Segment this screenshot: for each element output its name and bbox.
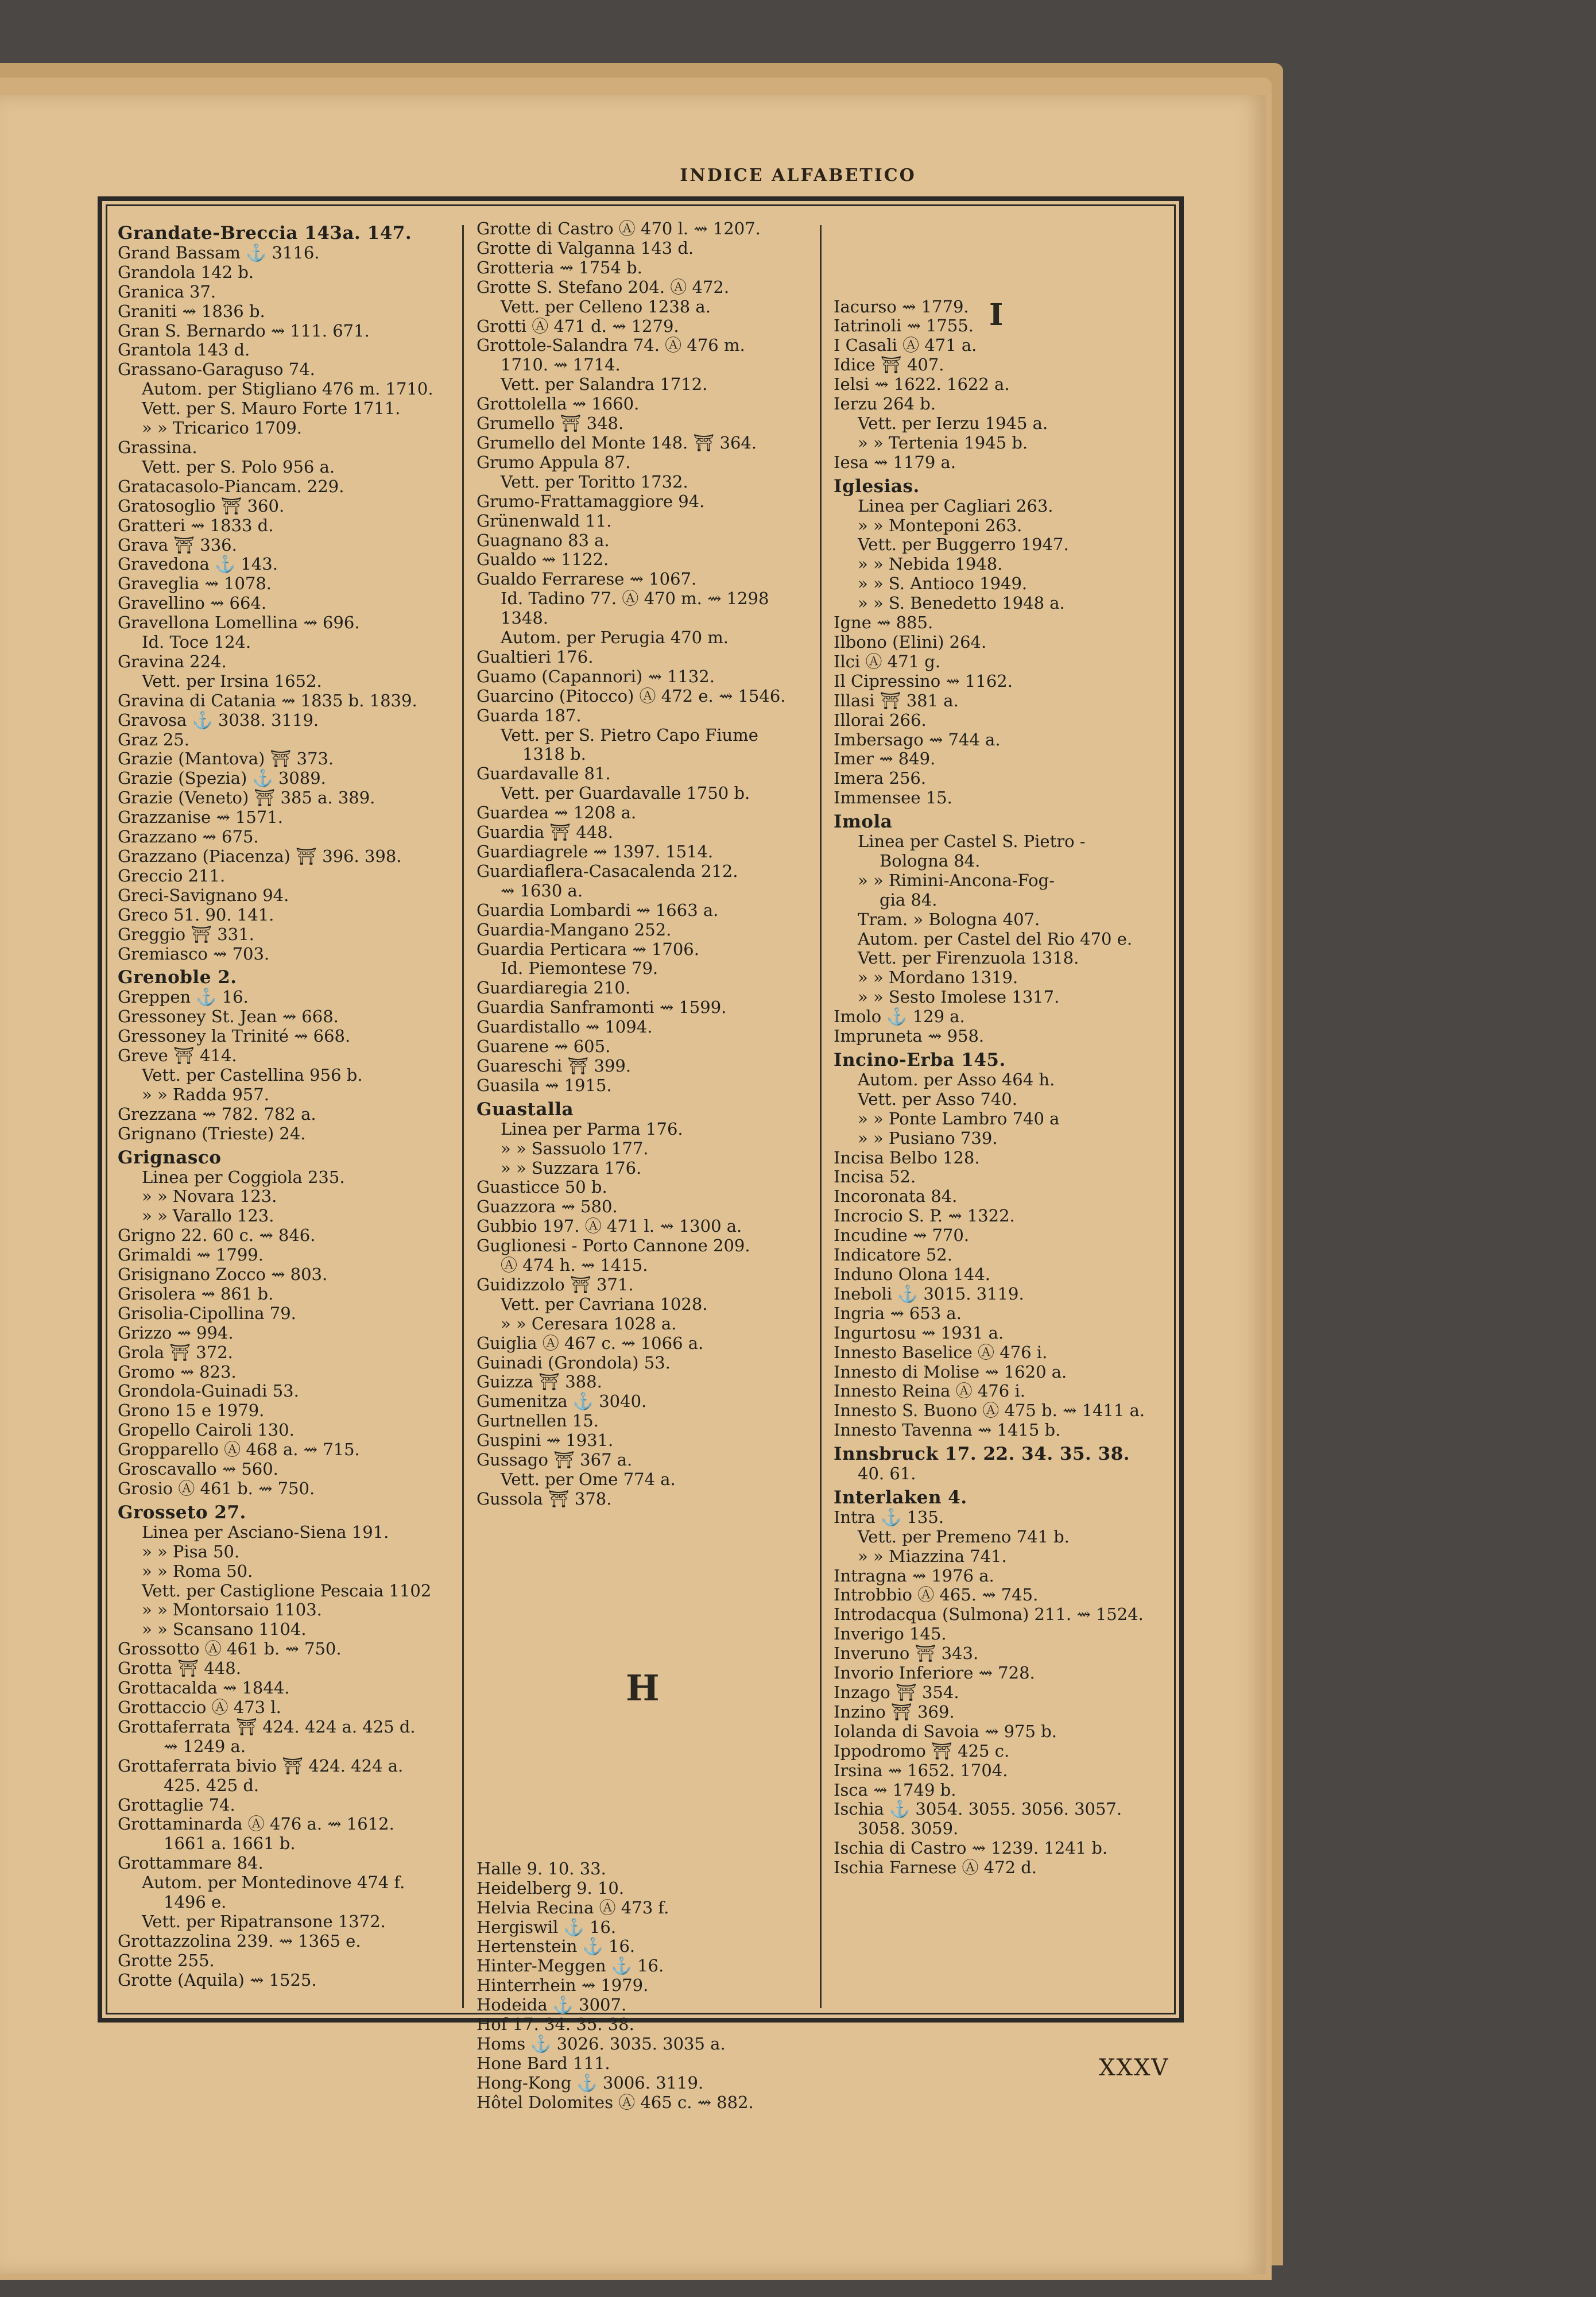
blank-line [477, 1529, 821, 1548]
index-entry: Ippodromo ⛩ 425 c. [834, 1741, 1010, 1761]
index-entry: Ierzu 264 b. [834, 394, 936, 414]
index-entry: Grizzo ⇝ 994. [118, 1322, 234, 1343]
index-entry: Grottole-Salandra 74. Ⓐ 476 m. [477, 335, 745, 355]
index-entry: » » Rimini-Ancona-Fog- [858, 870, 1055, 890]
index-entry: Hôtel Dolomites Ⓐ 465 c. ⇝ 882. [477, 2092, 754, 2112]
blank-line [477, 1626, 821, 1645]
index-entry: Vett. per Buggerro 1947. [858, 535, 1069, 555]
blank-line [834, 219, 1178, 239]
index-entry: Gromo ⇝ 823. [118, 1362, 237, 1382]
index-entry: Grava ⛩ 336. [118, 535, 237, 555]
index-entry: Gravina 224. [118, 651, 227, 671]
index-entry: Grotte di Valganna 143 d. [477, 238, 694, 258]
index-entry: Hof 17. 34. 35. 38. [477, 2014, 634, 2035]
index-entry: Guiglia Ⓐ 467 c. ⇝ 1066 a. [477, 1333, 704, 1353]
index-entry: Linea per Castel S. Pietro - [858, 832, 1086, 852]
index-entry: Heidelberg 9. 10. [477, 1878, 625, 1898]
index-entry: Ilbono (Elini) 264. [834, 632, 987, 652]
index-entry: Gropparello Ⓐ 468 a. ⇝ 715. [118, 1440, 360, 1460]
index-entry: Grandola 142 b. [118, 262, 254, 282]
index-entry: Guardistallo ⇝ 1094. [477, 1017, 653, 1037]
index-entry: Iatrinoli ⇝ 1755. [834, 316, 974, 336]
index-entry: Ischia di Castro ⇝ 1239. 1241 b. [834, 1838, 1108, 1858]
index-entry: Guarda 187. [477, 705, 582, 725]
index-column-2 [477, 219, 821, 2113]
index-entry: Introdacqua (Sulmona) 211. ⇝ 1524. [834, 1604, 1144, 1625]
section-letter-i: I [989, 297, 1004, 332]
index-heading: Iglesias. [834, 475, 920, 497]
page-number: XXXV [1099, 2055, 1169, 2081]
index-entry: 3058. 3059. [858, 1819, 959, 1839]
index-heading: Imola [834, 811, 893, 833]
index-entry: 425. 425 d. [164, 1775, 259, 1795]
index-entry: Linea per Asciano-Siena 191. [142, 1522, 389, 1542]
index-entry: Vett. per Cavriana 1028. [501, 1294, 708, 1314]
index-entry: Innesto Baselice Ⓐ 476 i. [834, 1342, 1048, 1362]
index-entry: Grigno 22. 60 c. ⇝ 846. [118, 1225, 316, 1246]
index-entry: 1348. [501, 608, 549, 628]
index-entry: Guglionesi - Porto Cannone 209. [477, 1236, 750, 1256]
index-entry: Gravedona ⚓ 143. [118, 554, 278, 574]
index-entry: Autom. per Stigliano 476 m. 1710. [142, 379, 433, 399]
index-entry: Vett. per Toritto 1732. [501, 471, 688, 492]
index-entry: ⇝ 1630 a. [501, 880, 583, 900]
index-entry: Linea per Parma 176. [501, 1119, 683, 1139]
index-entry: Incisa 52. [834, 1167, 916, 1187]
index-entry: Illorai 266. [834, 710, 927, 730]
index-entry: Vett. per Celleno 1238 a. [501, 296, 711, 316]
index-entry: Grand Bassam ⚓ 3116. [118, 242, 320, 262]
index-entry: Vett. per Ierzu 1945 a. [858, 413, 1048, 433]
index-entry: Igne ⇝ 885. [834, 613, 933, 633]
index-entry: Induno Olona 144. [834, 1264, 990, 1284]
index-entry: » » Sesto Imolese 1317. [858, 987, 1060, 1007]
blank-line [834, 239, 1178, 258]
index-entry: Iacurso ⇝ 1779. [834, 296, 969, 316]
index-entry: Vett. per S. Polo 956 a. [142, 457, 335, 477]
blank-line [477, 1743, 821, 1762]
index-entry: Isca ⇝ 1749 b. [834, 1780, 956, 1800]
index-column-3 [834, 219, 1178, 1878]
index-entry: Greco 51. 90. 141. [118, 904, 274, 925]
index-entry: Ielsi ⇝ 1622. 1622 a. [834, 374, 1010, 395]
index-entry: Grottazzolina 239. ⇝ 1365 e. [118, 1931, 361, 1951]
index-entry: Id. Toce 124. [142, 632, 251, 652]
index-entry: Inverigo 145. [834, 1624, 947, 1644]
index-entry: Innesto Reina Ⓐ 476 i. [834, 1381, 1025, 1401]
blank-line [477, 1781, 821, 1801]
index-entry: Indicatore 52. [834, 1245, 952, 1265]
index-entry: » » Mordano 1319. [858, 968, 1018, 988]
index-entry: Guareschi ⛩ 399. [477, 1055, 632, 1076]
index-entry: Greve ⛩ 414. [118, 1046, 237, 1066]
index-entry: gia 84. [880, 890, 938, 910]
index-entry: Guazzora ⇝ 580. [477, 1197, 618, 1217]
index-entry: » » Tertenia 1945 b. [858, 432, 1028, 453]
index-heading: Guastalla [477, 1099, 574, 1120]
blank-line [477, 1567, 821, 1587]
index-entry: 1318 b. [522, 744, 586, 764]
index-entry: » » Sassuolo 177. [501, 1138, 649, 1158]
index-entry: Grotteria ⇝ 1754 b. [477, 257, 642, 277]
index-entry: Helvia Recina Ⓐ 473 f. [477, 1897, 669, 1917]
index-entry: Hertenstein ⚓ 16. [477, 1936, 636, 1956]
index-entry: Gratacasolo-Piancam. 229. [118, 476, 344, 496]
index-entry: Ischia Farnese Ⓐ 472 d. [834, 1858, 1037, 1878]
index-entry: Gravellona Lomellina ⇝ 696. [118, 613, 360, 633]
index-entry: Vett. per Castellina 956 b. [142, 1065, 363, 1085]
index-entry: 1661 a. 1661 b. [164, 1834, 296, 1854]
index-entry: Guarene ⇝ 605. [477, 1037, 611, 1057]
index-entry: » » S. Antioco 1949. [858, 574, 1028, 594]
index-entry: » » Pusiano 739. [858, 1128, 998, 1148]
blank-line [477, 1820, 821, 1840]
index-entry: Grotte di Castro Ⓐ 470 l. ⇝ 1207. [477, 219, 761, 238]
index-entry: Gropello Cairoli 130. [118, 1420, 295, 1440]
index-entry: Grosio Ⓐ 461 b. ⇝ 750. [118, 1479, 315, 1498]
index-entry: » » Tricarico 1709. [142, 418, 303, 438]
index-entry: Grono 15 e 1979. [118, 1401, 265, 1421]
index-entry: Gualdo ⇝ 1122. [477, 550, 609, 570]
index-entry: Gressoney St. Jean ⇝ 668. [118, 1007, 339, 1027]
index-entry: Vett. per S. Pietro Capo Fiume [501, 725, 758, 745]
index-entry: » » Scansano 1104. [142, 1619, 307, 1639]
index-entry: Grazie (Mantova) ⛩ 373. [118, 749, 334, 769]
blank-line [477, 1801, 821, 1820]
blank-line [477, 1606, 821, 1626]
blank-line [477, 1723, 821, 1743]
index-entry: Guagnano 83 a. [477, 530, 610, 550]
index-entry: Grumello del Monte 148. ⛩ 364. [477, 432, 757, 453]
index-entry: Impruneta ⇝ 958. [834, 1026, 985, 1046]
index-entry: Autom. per Asso 464 h. [858, 1069, 1055, 1089]
index-entry: Grezzana ⇝ 782. 782 a. [118, 1104, 316, 1124]
section-letter-h: H [626, 1667, 660, 1709]
index-entry: Grazzanise ⇝ 1571. [118, 807, 283, 827]
index-entry: Id. Piemontese 79. [501, 958, 658, 979]
index-entry: » » Radda 957. [142, 1084, 269, 1104]
index-entry: » » Suzzara 176. [501, 1158, 642, 1178]
index-entry: Gran S. Bernardo ⇝ 111. 671. [118, 320, 370, 341]
index-entry: Grotta ⛩ 448. [118, 1658, 241, 1679]
index-entry: Innesto S. Buono Ⓐ 475 b. ⇝ 1411 a. [834, 1401, 1145, 1421]
index-entry: Greci-Savignano 94. [118, 885, 289, 905]
index-entry: » » Ponte Lambro 740 a [858, 1108, 1060, 1128]
index-entry: Guardia Lombardi ⇝ 1663 a. [477, 900, 719, 920]
index-entry: Hone Bard 111. [477, 2053, 610, 2073]
index-entry: Guardiagrele ⇝ 1397. 1514. [477, 842, 714, 861]
index-entry: Ineboli ⚓ 3015. 3119. [834, 1283, 1024, 1304]
index-entry: Autom. per Castel del Rio 470 e. [858, 929, 1133, 949]
index-entry: Grignano (Trieste) 24. [118, 1123, 306, 1143]
index-entry: Grottammare 84. [118, 1853, 264, 1873]
index-entry: 1710. ⇝ 1714. [501, 355, 621, 375]
column-rule [462, 225, 464, 2008]
index-entry: Grossotto Ⓐ 461 b. ⇝ 750. [118, 1639, 342, 1659]
index-entry: » » Pisa 50. [142, 1541, 240, 1561]
index-entry: Grottaglie 74. [118, 1795, 235, 1815]
index-entry: Grantola 143 d. [118, 340, 250, 360]
index-entry: Grottaferrata bivio ⛩ 424. 424 a. [118, 1755, 404, 1776]
index-entry: Inzino ⛩ 369. [834, 1702, 955, 1722]
index-entry: Intragna ⇝ 1976 a. [834, 1565, 994, 1586]
index-entry: Vett. per Guardavalle 1750 b. [501, 783, 750, 803]
index-entry: Autom. per Montedinove 474 f. [142, 1873, 405, 1893]
blank-line [834, 258, 1178, 278]
index-entry: Il Cipressino ⇝ 1162. [834, 671, 1013, 691]
index-entry: I Casali Ⓐ 471 a. [834, 335, 977, 355]
index-entry: » » Monteponi 263. [858, 515, 1022, 535]
index-entry: Grumello ⛩ 348. [477, 413, 624, 434]
index-entry: Greccio 211. [118, 865, 226, 885]
index-entry: Guardiaflera-Casacalenda 212. [477, 861, 738, 881]
index-entry: » » Varallo 123. [142, 1206, 274, 1226]
index-entry: Guarcino (Pitocco) Ⓐ 472 e. ⇝ 1546. [477, 686, 786, 706]
index-entry: Hong-Kong ⚓ 3006. 3119. [477, 2072, 704, 2093]
blank-line [477, 1840, 821, 1859]
index-entry: Grumo-Frattamaggiore 94. [477, 491, 705, 511]
index-entry: Imera 256. [834, 768, 927, 788]
index-entry: Grottaccio Ⓐ 473 l. [118, 1697, 281, 1717]
index-entry: Idice ⛩ 407. [834, 355, 944, 375]
index-entry: » » Roma 50. [142, 1561, 253, 1581]
index-entry: Invorio Inferiore ⇝ 728. [834, 1663, 1035, 1683]
index-entry: Gussola ⛩ 378. [477, 1488, 612, 1509]
index-entry: Grazie (Spezia) ⚓ 3089. [118, 768, 326, 788]
index-entry: Hodeida ⚓ 3007. [477, 1995, 627, 2015]
index-heading: Grenoble 2. [118, 967, 237, 988]
index-entry: Vett. per Salandra 1712. [501, 374, 708, 395]
index-entry: Grisolera ⇝ 861 b. [118, 1283, 274, 1304]
index-entry: Guidizzolo ⛩ 371. [477, 1274, 634, 1294]
index-entry: Grottacalda ⇝ 1844. [118, 1678, 290, 1698]
index-entry: » » Ceresara 1028 a. [501, 1313, 677, 1333]
index-entry: Inzago ⛩ 354. [834, 1683, 959, 1702]
index-entry: Guinadi (Grondola) 53. [477, 1352, 671, 1372]
index-entry: Introbbio Ⓐ 465. ⇝ 745. [834, 1585, 1039, 1605]
index-entry: » » Novara 123. [142, 1186, 277, 1206]
index-entry: » » S. Benedetto 1948 a. [858, 593, 1065, 613]
index-entry: Groscavallo ⇝ 560. [118, 1459, 278, 1479]
index-entry: Vett. per Ripatransone 1372. [142, 1911, 386, 1931]
blank-line [477, 1587, 821, 1606]
index-entry: Guardia Sanframonti ⇝ 1599. [477, 997, 727, 1018]
index-entry: Imbersago ⇝ 744 a. [834, 729, 1001, 749]
index-entry: Grisignano Zocco ⇝ 803. [118, 1264, 328, 1285]
index-entry: Grazie (Veneto) ⛩ 385 a. 389. [118, 788, 375, 808]
index-entry: » » Montorsaio 1103. [142, 1600, 322, 1620]
index-heading: Interlaken 4. [834, 1487, 967, 1508]
blank-line [477, 1509, 821, 1529]
index-entry: Gurtnellen 15. [477, 1411, 599, 1431]
index-entry: Grotti Ⓐ 471 d. ⇝ 1279. [477, 316, 679, 336]
index-entry: Grottolella ⇝ 1660. [477, 394, 640, 414]
index-entry: Gumenitza ⚓ 3040. [477, 1391, 647, 1412]
index-entry: Grotte (Aquila) ⇝ 1525. [118, 1970, 317, 1990]
index-entry: Graz 25. [118, 729, 189, 749]
index-entry: Iesa ⇝ 1179 a. [834, 452, 956, 472]
index-heading: Grandate-Breccia 143a. 147. [118, 223, 412, 243]
index-heading: Innsbruck 17. 22. 34. 35. 38. [834, 1444, 1130, 1465]
index-entry: Grazzano (Piacenza) ⛩ 396. 398. [118, 846, 402, 866]
index-entry: Guizza ⛩ 388. [477, 1372, 602, 1392]
index-entry: 1496 e. [164, 1892, 227, 1912]
index-entry: Illasi ⛩ 381 a. [834, 690, 959, 710]
index-heading: Grignasco [118, 1147, 222, 1168]
index-entry: Gravina di Catania ⇝ 1835 b. 1839. [118, 690, 417, 710]
index-entry: Grassina. [118, 437, 197, 457]
index-entry: Grottaminarda Ⓐ 476 a. ⇝ 1612. [118, 1814, 394, 1834]
index-entry: Grisolia-Cipollina 79. [118, 1303, 296, 1323]
index-entry: Gravosa ⚓ 3038. 3119. [118, 710, 319, 730]
index-entry: Immensee 15. [834, 788, 952, 808]
index-entry: Imer ⇝ 849. [834, 749, 936, 769]
index-entry: Incrocio S. P. ⇝ 1322. [834, 1206, 1015, 1226]
blank-line [477, 1548, 821, 1568]
index-entry: Ingurtosu ⇝ 1931 a. [834, 1322, 1004, 1343]
index-entry: » » Miazzina 741. [858, 1546, 1007, 1566]
index-entry: Granica 37. [118, 281, 216, 301]
index-entry: Iolanda di Savoia ⇝ 975 b. [834, 1721, 1057, 1741]
index-entry: Vett. per S. Mauro Forte 1711. [142, 399, 401, 419]
index-entry: Halle 9. 10. 33. [477, 1858, 606, 1878]
index-entry: Guardia Perticara ⇝ 1706. [477, 939, 699, 959]
index-entry: Graniti ⇝ 1836 b. [118, 301, 265, 321]
index-entry: Guardea ⇝ 1208 a. [477, 803, 637, 823]
index-entry: Vett. per Ome 774 a. [501, 1470, 676, 1489]
index-entry: Autom. per Perugia 470 m. [501, 628, 729, 648]
index-entry: Guardavalle 81. [477, 764, 611, 784]
index-entry: Linea per Coggiola 235. [142, 1167, 345, 1187]
index-entry: Vett. per Irsina 1652. [142, 671, 322, 691]
index-entry: Greppen ⚓ 16. [118, 987, 249, 1007]
index-entry: Intra ⚓ 135. [834, 1507, 944, 1527]
blank-line [477, 1762, 821, 1781]
index-column-1 [118, 219, 462, 1990]
index-entry: Gressoney la Trinité ⇝ 668. [118, 1026, 351, 1046]
index-entry: Grottaferrata ⛩ 424. 424 a. 425 d. [118, 1716, 416, 1737]
index-entry: Grola ⛩ 372. [118, 1342, 233, 1362]
index-entry: Vett. per Asso 740. [858, 1089, 1017, 1109]
index-entry: Guasticce 50 b. [477, 1177, 607, 1197]
index-entry: Grumo Appula 87. [477, 452, 631, 472]
index-entry: Gratteri ⇝ 1833 d. [118, 515, 274, 535]
index-entry: Grünenwald 11. [477, 511, 612, 531]
index-entry: Grassano-Garaguso 74. [118, 359, 315, 380]
index-entry: Hergiswil ⚓ 16. [477, 1917, 617, 1937]
index-entry: Guardiaregia 210. [477, 978, 631, 998]
page-header: INDICE ALFABETICO [680, 165, 916, 185]
index-entry: Homs ⚓ 3026. 3035. 3035 a. [477, 2034, 726, 2054]
index-heading: Grosseto 27. [118, 1502, 246, 1523]
index-entry: Greggio ⛩ 331. [118, 924, 254, 944]
index-entry: Ischia ⚓ 3054. 3055. 3056. 3057. [834, 1799, 1122, 1819]
index-entry: Incudine ⇝ 770. [834, 1225, 970, 1246]
blank-line [834, 278, 1178, 297]
index-entry: Grondola-Guinadi 53. [118, 1381, 299, 1401]
blank-line [477, 1645, 821, 1665]
index-entry: Vett. per Premeno 741 b. [858, 1526, 1070, 1546]
index-entry: Linea per Cagliari 263. [858, 496, 1053, 516]
index-entry: Grimaldi ⇝ 1799. [118, 1245, 264, 1265]
index-entry: Ⓐ 474 h. ⇝ 1415. [501, 1255, 648, 1275]
index-entry: Bologna 84. [880, 850, 981, 871]
index-entry: Gualtieri 176. [477, 647, 594, 667]
index-entry: Ingria ⇝ 653 a. [834, 1303, 962, 1323]
index-entry: Guspini ⇝ 1931. [477, 1430, 614, 1451]
index-entry: Irsina ⇝ 1652. 1704. [834, 1760, 1008, 1780]
index-entry: Vett. per Castiglione Pescaia 1102 [142, 1580, 432, 1600]
index-entry: Incisa Belbo 128. [834, 1147, 980, 1167]
index-entry: Gratosoglio ⛩ 360. [118, 496, 285, 516]
index-entry: Inveruno ⛩ 343. [834, 1644, 979, 1664]
index-entry: Hinterrhein ⇝ 1979. [477, 1975, 649, 1996]
index-entry: Guasila ⇝ 1915. [477, 1075, 612, 1095]
index-entry: Grazzano ⇝ 675. [118, 827, 259, 847]
index-entry: Vett. per Firenzuola 1318. [858, 948, 1079, 968]
index-entry: Ilci Ⓐ 471 g. [834, 651, 941, 671]
index-entry: 40. 61. [858, 1464, 916, 1484]
index-entry: Id. Tadino 77. Ⓐ 470 m. ⇝ 1298 [501, 589, 769, 609]
index-entry: Gussago ⛩ 367 a. [477, 1450, 633, 1470]
index-entry: Grotte S. Stefano 204. Ⓐ 472. [477, 277, 730, 297]
index-entry: Gualdo Ferrarese ⇝ 1067. [477, 569, 697, 589]
index-entry: Tram. » Bologna 407. [858, 909, 1040, 929]
index-entry: Gravellino ⇝ 664. [118, 593, 267, 613]
index-entry: Graveglia ⇝ 1078. [118, 574, 272, 594]
index-entry: Innesto di Molise ⇝ 1620 a. [834, 1362, 1067, 1382]
index-entry: Gubbio 197. Ⓐ 471 l. ⇝ 1300 a. [477, 1216, 742, 1236]
index-heading: Incino-Erba 145. [834, 1050, 1006, 1070]
index-entry: » » Nebida 1948. [858, 554, 1003, 574]
index-entry: Guardia-Mangano 252. [477, 919, 672, 939]
index-entry: Innesto Tavenna ⇝ 1415 b. [834, 1420, 1061, 1440]
index-entry: Gremiasco ⇝ 703. [118, 943, 270, 964]
index-entry: Grotte 255. [118, 1950, 215, 1970]
index-entry: Hinter-Meggen ⚓ 16. [477, 1956, 664, 1976]
index-entry: Incoronata 84. [834, 1186, 958, 1206]
index-entry: Guamo (Capannori) ⇝ 1132. [477, 666, 715, 686]
index-entry: Imolo ⚓ 129 a. [834, 1007, 965, 1027]
index-entry: ⇝ 1249 a. [164, 1736, 246, 1756]
index-entry: Guardia ⛩ 448. [477, 822, 613, 842]
